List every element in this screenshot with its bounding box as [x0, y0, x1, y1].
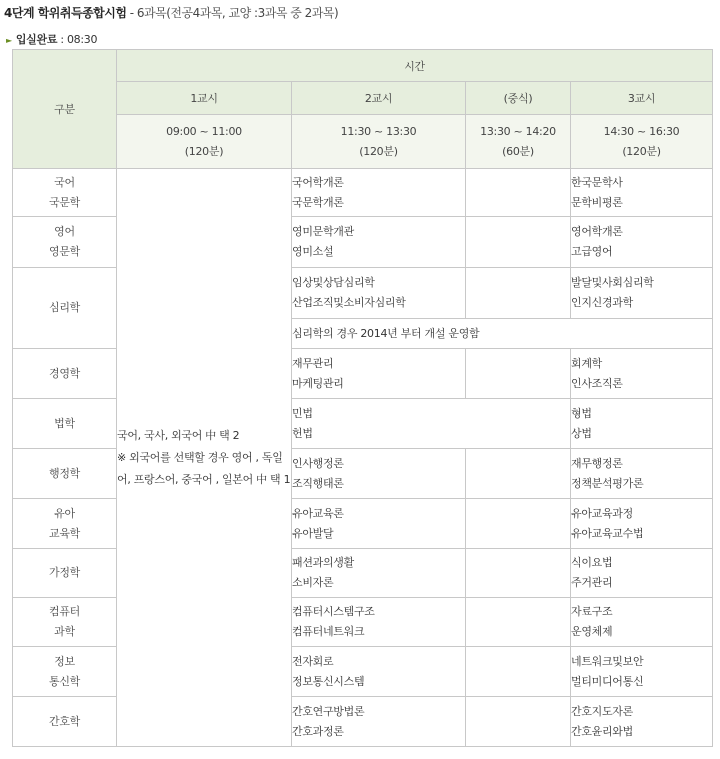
lunch-time: 13:30 ~ 14:20 (60분)	[466, 115, 571, 169]
period-1-time: 09:00 ~ 11:00 (120분)	[117, 115, 292, 169]
subject-admin: 행정학	[13, 449, 117, 499]
period-3-courses: 재무행정론 정책분석평가론	[571, 449, 713, 499]
lunch-cell	[466, 549, 571, 598]
subject-business: 경영학	[13, 349, 117, 399]
lunch-cell	[466, 449, 571, 499]
period-2-courses: 패션과의생활 소비자론	[292, 549, 466, 598]
exam-detail: - 6과목(전공4과목, 교양 :3과목 중 2과목)	[129, 6, 339, 20]
period-2-courses: 컴퓨터시스템구조 컴퓨터네트워크	[292, 598, 466, 647]
period-2-courses: 간호연구방법론 간호과정론	[292, 697, 466, 747]
subject-home-economics: 가정학	[13, 549, 117, 598]
lunch-cell	[466, 499, 571, 549]
period-3-header: 3교시	[571, 82, 713, 115]
subject-telecom: 정보 통신학	[13, 647, 117, 697]
period-2-courses: 유아교육론 유아발달	[292, 499, 466, 549]
period-2-courses: 임상및상담심리학 산업조직및소비자심리학	[292, 268, 466, 319]
period-1-header: 1교시	[117, 82, 292, 115]
period-3-courses: 회계학 인사조직론	[571, 349, 713, 399]
subject-child-education: 유아 교육학	[13, 499, 117, 549]
psychology-note: 심리학의 경우 2014년 부터 개설 운영함	[292, 319, 713, 349]
category-header: 구분	[13, 50, 117, 169]
period-2-courses: 재무관리 마케팅관리	[292, 349, 466, 399]
subject-psychology: 심리학	[13, 268, 117, 349]
lunch-cell	[466, 598, 571, 647]
time-header: 시간	[117, 50, 713, 82]
period-3-courses: 자료구조 운영체제	[571, 598, 713, 647]
period-2-header: 2교시	[292, 82, 466, 115]
schedule-table	[12, 49, 713, 747]
lunch-cell	[466, 217, 571, 268]
period-2-courses: 인사행정론 조직행태론	[292, 449, 466, 499]
entry-value: 08:30	[66, 33, 98, 46]
period-3-time: 14:30 ~ 16:30 (120분)	[571, 115, 713, 169]
subject-law: 법학	[13, 399, 117, 449]
period-3-courses: 식이요법 주거관리	[571, 549, 713, 598]
lunch-cell	[466, 349, 571, 399]
subject-korean: 국어 국문학	[13, 169, 117, 217]
subject-english: 영어 영문학	[13, 217, 117, 268]
period-2-courses: 국어학개론 국문학개론	[292, 169, 466, 217]
lunch-cell	[466, 647, 571, 697]
lunch-header: (중식)	[466, 82, 571, 115]
period-3-courses: 간호지도자론 간호윤리와법	[571, 697, 713, 747]
table-row	[13, 169, 713, 217]
bullet-icon: ►	[6, 36, 12, 45]
period-2-time: 11:30 ~ 13:30 (120분)	[292, 115, 466, 169]
period-3-courses: 네트워크및보안 멀티미디어통신	[571, 647, 713, 697]
page-title	[4, 3, 338, 23]
lunch-cell	[466, 268, 571, 319]
lunch-cell	[466, 169, 571, 217]
entry-label: 입실완료	[15, 33, 58, 46]
period-2-courses: 영미문학개관 영미소설	[292, 217, 466, 268]
period-3-courses: 유아교육과정 유아교육교수법	[571, 499, 713, 549]
exam-name: 4단계 학위취득종합시험	[4, 6, 127, 20]
period-3-courses: 형법 상법	[571, 399, 713, 449]
subject-computer-science: 컴퓨터 과학	[13, 598, 117, 647]
lunch-cell	[466, 697, 571, 747]
period-2-courses: 민법 헌법	[292, 399, 571, 449]
general-subjects: 국어, 국사, 외국어 中 택 2 ※ 외국어를 선택할 경우 영어 , 독일어, 프랑스어, 중국어 , 일본어 中 택 1	[117, 169, 292, 747]
subject-nursing: 간호학	[13, 697, 117, 747]
period-3-courses: 발달및사회심리학 인지신경과학	[571, 268, 713, 319]
period-3-courses: 영어학개론 고급영어	[571, 217, 713, 268]
entry-separator: :	[57, 33, 67, 46]
period-3-courses: 한국문학사 문학비평론	[571, 169, 713, 217]
entry-time	[6, 31, 97, 49]
period-2-courses: 전자회로 정보통신시스템	[292, 647, 466, 697]
